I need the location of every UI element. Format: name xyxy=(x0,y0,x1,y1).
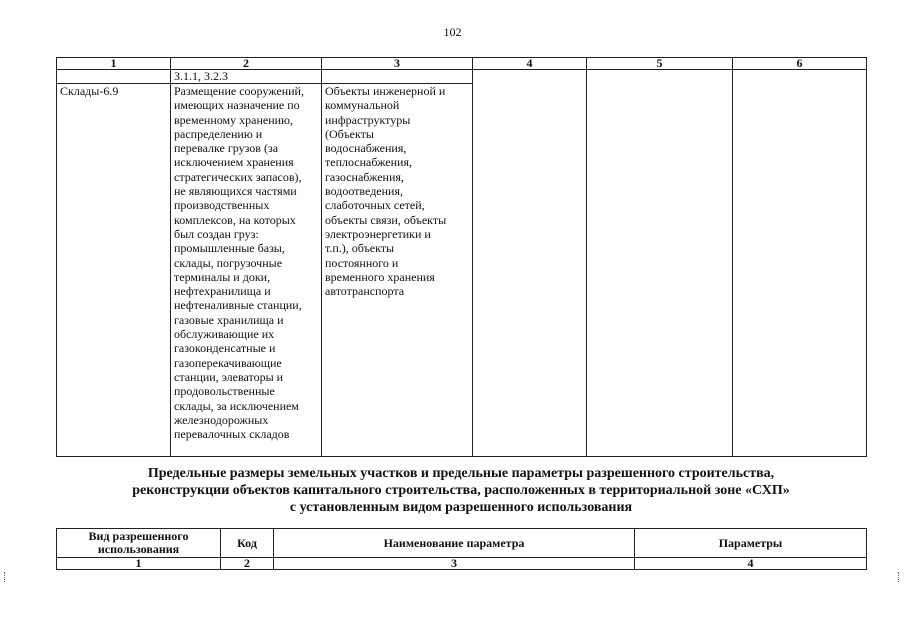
parameters-table xyxy=(56,528,867,570)
auxiliary-use-cell: Объекты инженерной и коммунальной инфраструктуры (Объекты водоснабжения, теплоснабжения, газоснабжения, водоотведения, слаботочных сетей, объекты связи, объекты электроэнергетики и т.п.), объекты постоянного и временного хранения автотранспорта xyxy=(322,84,473,457)
column-number: 1 xyxy=(57,58,171,70)
table-cell xyxy=(322,70,473,84)
column-number-row xyxy=(57,558,867,570)
page-number: 102 xyxy=(443,25,462,39)
column-number: 1 xyxy=(57,558,221,570)
table-cell xyxy=(733,70,867,457)
column-number: 5 xyxy=(587,58,733,70)
table-cell xyxy=(473,70,587,457)
column-number: 2 xyxy=(171,58,322,70)
header-row xyxy=(57,529,867,558)
land-use-table xyxy=(56,57,867,457)
use-name-cell: Склады-6.9 xyxy=(57,84,171,457)
scan-edge-mark xyxy=(4,572,7,582)
table-cell xyxy=(587,70,733,457)
column-header: Код xyxy=(221,529,274,558)
column-number: 6 xyxy=(733,58,867,70)
column-number: 3 xyxy=(274,558,635,570)
table-cell xyxy=(57,70,171,84)
column-number: 4 xyxy=(473,58,587,70)
use-description-cell: Размещение сооружений, имеющих назначение по временному хранению, распределению и перевалке грузов (за исключением хранения стратегических запасов), не являющихся частями производственных комплексов, на которых был создан груз: промышленные базы, склады, погрузочные терминалы и доки, нефтехранилища и нефтеналивные станции, газовые хранилища и обслуживающие их газоконденсатные и газоперекачивающие станции, элеваторы и продовольственные склады, за исключением железнодорожных перевалочных складов xyxy=(171,84,322,457)
column-number: 3 xyxy=(322,58,473,70)
section-heading xyxy=(56,465,866,516)
column-number-row xyxy=(57,58,867,70)
column-header: Вид разрешенного использования xyxy=(57,529,221,558)
heading-line: Предельные размеры земельных участков и предельные параметры разрешенного строительства, xyxy=(147,466,775,481)
codes-cell: 3.1.1, 3.2.3 xyxy=(171,70,322,84)
column-number: 4 xyxy=(635,558,867,570)
heading-line: с установленным видом разрешенного использования xyxy=(289,500,633,515)
column-header: Наименование параметра xyxy=(274,529,635,558)
scan-edge-mark xyxy=(898,572,901,582)
column-number: 2 xyxy=(221,558,274,570)
heading-line: реконструкции объектов капитального строительства, расположенных в территориальной зоне «СХП» xyxy=(132,483,790,498)
column-header: Параметры xyxy=(635,529,867,558)
codes-row xyxy=(57,70,867,84)
